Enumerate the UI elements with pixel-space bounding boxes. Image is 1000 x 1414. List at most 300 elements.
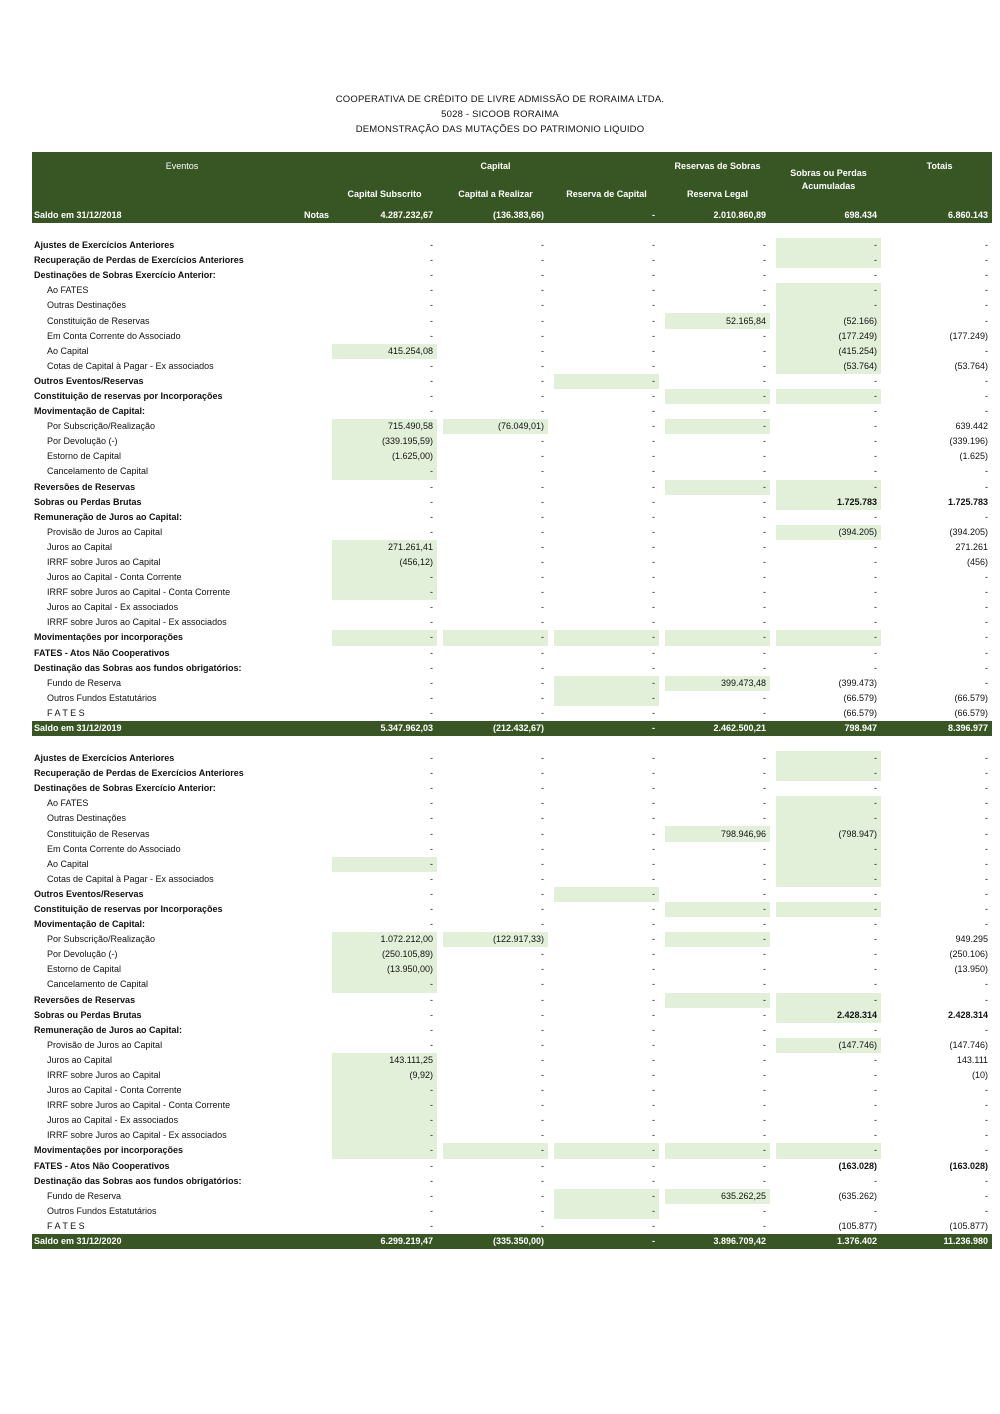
saldo-value: (335.350,00) xyxy=(443,1234,548,1249)
row-label: Constituição de Reservas xyxy=(47,315,150,326)
row-value: - xyxy=(763,858,767,869)
row-value: - xyxy=(652,979,656,990)
table-row xyxy=(32,811,992,826)
row-value: - xyxy=(541,1024,544,1035)
row-value: - xyxy=(763,270,767,281)
row-value: - xyxy=(541,1085,544,1096)
row-label: Reversões de Reservas xyxy=(34,481,136,492)
row-label: Fundo de Reserva xyxy=(47,677,122,688)
row-value: - xyxy=(430,662,433,673)
row-value: - xyxy=(652,843,656,854)
row-value: 635.262,25 xyxy=(665,1189,770,1204)
row-value: - xyxy=(541,541,544,552)
table-row xyxy=(32,1174,992,1189)
row-value: - xyxy=(763,753,767,764)
row-value: - xyxy=(985,466,989,477)
row-value: - xyxy=(430,873,433,884)
row-value: - xyxy=(763,1054,767,1065)
saldo-row xyxy=(32,1234,992,1249)
table-row xyxy=(32,1113,992,1128)
header-eventos: Eventos xyxy=(32,152,332,180)
row-value: - xyxy=(541,919,544,930)
row-value: - xyxy=(874,617,878,628)
row-value: (66.579) xyxy=(843,707,878,718)
row-value: - xyxy=(554,676,659,691)
row-value: - xyxy=(332,1098,437,1113)
row-value: - xyxy=(763,1160,767,1171)
table-row xyxy=(32,298,992,313)
row-value: - xyxy=(541,1175,544,1186)
row-value: - xyxy=(763,436,767,447)
row-label: Movimentação de Capital: xyxy=(34,919,146,930)
row-value: - xyxy=(332,857,437,872)
table-row xyxy=(32,344,992,359)
row-value: - xyxy=(763,768,767,779)
row-label: Em Conta Corrente do Associado xyxy=(47,843,181,854)
row-value: - xyxy=(652,360,656,371)
row-value: - xyxy=(652,587,656,598)
row-value: - xyxy=(776,811,881,826)
row-label: Movimentações por incorporações xyxy=(34,1145,184,1156)
row-value: - xyxy=(652,496,656,507)
row-value: - xyxy=(652,1175,656,1186)
table-row xyxy=(32,630,992,645)
saldo-label: Saldo em 31/12/2019 xyxy=(32,721,300,736)
row-value: - xyxy=(763,888,767,899)
table-row xyxy=(32,1204,992,1219)
saldo-value: 6.299.219,47 xyxy=(332,1234,437,1249)
table-row xyxy=(32,419,992,434)
row-value: (635.262) xyxy=(838,1190,878,1201)
header-capital: Capital xyxy=(332,152,659,180)
row-value: - xyxy=(430,647,433,658)
table-row xyxy=(32,1068,992,1083)
row-label: Por Devolução (-) xyxy=(47,949,118,960)
table-row xyxy=(32,268,992,283)
row-value: 271.261,41 xyxy=(332,540,437,555)
row-value: - xyxy=(652,390,656,401)
row-value: - xyxy=(874,783,878,794)
row-value: - xyxy=(430,511,433,522)
row-label: Constituição de reservas por Incorporações xyxy=(34,390,223,401)
row-value: - xyxy=(652,436,656,447)
saldo-label: Saldo em 31/12/2018 xyxy=(32,208,300,223)
row-value: 2.428.314 xyxy=(776,1008,881,1023)
row-value: - xyxy=(652,662,656,673)
row-value: - xyxy=(985,677,989,688)
row-value: - xyxy=(763,1039,767,1050)
saldo-value: 3.896.709,42 xyxy=(665,1234,770,1249)
row-label: Por Subscrição/Realização xyxy=(47,421,156,432)
row-value: - xyxy=(763,964,767,975)
table-row xyxy=(32,238,992,253)
row-value: - xyxy=(430,798,433,809)
row-value: - xyxy=(430,1009,433,1020)
row-value: - xyxy=(430,1190,433,1201)
row-value: 639.442 xyxy=(955,421,989,432)
row-value: - xyxy=(652,934,656,945)
table-row xyxy=(32,570,992,585)
row-value: (13.950,00) xyxy=(332,962,437,977)
row-value: - xyxy=(541,270,544,281)
row-value: (415.254) xyxy=(776,344,881,359)
row-value: - xyxy=(430,783,433,794)
row-label: Ao Capital xyxy=(47,345,89,356)
row-label: IRRF sobre Juros ao Capital xyxy=(47,1070,161,1081)
row-value: - xyxy=(652,1220,656,1231)
report-title: DEMONSTRAÇÃO DAS MUTAÇÕES DO PATRIMONIO LIQUIDO xyxy=(355,124,645,135)
row-value: - xyxy=(763,949,767,960)
row-value: - xyxy=(763,1130,767,1141)
row-label: F A T E S xyxy=(47,707,85,718)
row-value: - xyxy=(763,873,767,884)
row-value: - xyxy=(430,843,433,854)
saldo-row xyxy=(32,208,992,223)
saldo-value: 4.287.232,67 xyxy=(332,208,437,223)
row-label: Outras Destinações xyxy=(47,300,127,311)
row-value: - xyxy=(985,617,989,628)
row-value: - xyxy=(652,1009,656,1020)
row-value: - xyxy=(776,751,881,766)
row-value: - xyxy=(776,630,881,645)
spacer-row xyxy=(32,223,992,238)
header-reserva-legal: Reserva Legal xyxy=(665,180,770,208)
saldo-value: 798.947 xyxy=(776,721,881,736)
row-value: (105.877) xyxy=(838,1220,878,1231)
row-label: Constituição de reservas por Incorporações xyxy=(34,903,223,914)
row-value: - xyxy=(763,345,767,356)
row-value: - xyxy=(763,843,767,854)
row-value: - xyxy=(541,1130,544,1141)
row-value: - xyxy=(430,360,433,371)
row-value: - xyxy=(874,541,878,552)
row-value: - xyxy=(652,1115,656,1126)
row-value: - xyxy=(541,300,544,311)
row-value: - xyxy=(652,813,656,824)
row-value: - xyxy=(541,964,544,975)
row-label: Reversões de Reservas xyxy=(34,994,136,1005)
saldo-value: 2.462.500,21 xyxy=(665,721,770,736)
row-value: - xyxy=(763,979,767,990)
row-label: Movimentações por incorporações xyxy=(34,632,184,643)
row-value: - xyxy=(763,707,767,718)
notas-label xyxy=(300,1234,332,1249)
row-value: - xyxy=(430,1220,433,1231)
row-value: - xyxy=(665,902,770,917)
row-value: - xyxy=(332,1083,437,1098)
row-value: - xyxy=(763,557,767,568)
row-value: - xyxy=(554,1143,659,1158)
row-value: - xyxy=(541,481,544,492)
row-label: Cancelamento de Capital xyxy=(47,979,149,990)
table-row xyxy=(32,872,992,887)
table-row xyxy=(32,434,992,449)
row-value: - xyxy=(430,390,433,401)
table-row xyxy=(32,691,992,706)
row-value: - xyxy=(665,389,770,404)
row-value: - xyxy=(985,903,989,914)
row-value: (53.764) xyxy=(954,360,989,371)
row-value: - xyxy=(985,873,989,884)
row-value: - xyxy=(874,888,878,899)
row-value: - xyxy=(763,360,767,371)
row-label: Destinação das Sobras aos fundos obrigatórios: xyxy=(34,662,242,673)
row-value: - xyxy=(985,888,989,899)
row-value: - xyxy=(985,994,989,1005)
row-label: Ao FATES xyxy=(47,798,89,809)
row-value: - xyxy=(541,375,544,386)
row-label: Cancelamento de Capital xyxy=(47,466,149,477)
saldo-value: 11.236.980 xyxy=(887,1234,992,1249)
row-label: Outros Fundos Estatutários xyxy=(47,692,157,703)
header-reserva-capital: Reserva de Capital xyxy=(554,180,659,208)
row-value: - xyxy=(985,587,989,598)
table-row xyxy=(32,676,992,691)
row-label: Destinações de Sobras Exercício Anterior: xyxy=(34,783,216,794)
table-row xyxy=(32,646,992,661)
row-value: - xyxy=(776,872,881,887)
table-row xyxy=(32,253,992,268)
saldo-value: - xyxy=(554,721,659,736)
company-code: 5028 - SICOOB RORAIMA xyxy=(441,109,559,120)
row-value: - xyxy=(541,330,544,341)
row-value: - xyxy=(541,798,544,809)
row-value: - xyxy=(541,903,544,914)
table-row xyxy=(32,962,992,977)
row-value: - xyxy=(430,888,433,899)
row-value: - xyxy=(652,798,656,809)
row-value: - xyxy=(652,1039,656,1050)
row-label: Remuneração de Juros ao Capital: xyxy=(34,1024,183,1035)
row-value: - xyxy=(652,858,656,869)
row-value: - xyxy=(763,330,767,341)
row-value: - xyxy=(874,1175,878,1186)
row-value: - xyxy=(874,451,878,462)
row-value: - xyxy=(763,240,767,251)
row-value: - xyxy=(652,300,656,311)
row-value: - xyxy=(541,662,544,673)
row-value: (66.579) xyxy=(843,692,878,703)
table-row xyxy=(32,540,992,555)
row-value: (122.917,33) xyxy=(443,932,548,947)
row-value: - xyxy=(776,253,881,268)
row-value: - xyxy=(652,1100,656,1111)
row-value: - xyxy=(652,330,656,341)
row-value: - xyxy=(541,360,544,371)
row-value: - xyxy=(541,602,544,613)
row-value: - xyxy=(541,557,544,568)
saldo-value: - xyxy=(554,208,659,223)
row-value: - xyxy=(874,1070,878,1081)
row-value: - xyxy=(541,979,544,990)
row-value: - xyxy=(763,496,767,507)
row-value: - xyxy=(652,345,656,356)
row-value: - xyxy=(652,949,656,960)
row-value: - xyxy=(430,1175,433,1186)
row-value: (177.249) xyxy=(776,329,881,344)
row-value: - xyxy=(763,662,767,673)
company-name: COOPERATIVA DE CRÉDITO DE LIVRE ADMISSÃO DE RORAIMA LTDA. xyxy=(335,94,665,105)
row-value: 1.072.212,00 xyxy=(332,932,437,947)
row-value: - xyxy=(985,1024,989,1035)
saldo-row xyxy=(32,721,992,736)
row-value: - xyxy=(652,421,656,432)
row-value: (66.579) xyxy=(954,707,989,718)
row-value: - xyxy=(430,255,433,266)
header-reservas-sobras: Reservas de Sobras xyxy=(665,152,770,180)
row-value: - xyxy=(430,707,433,718)
row-value: - xyxy=(776,238,881,253)
row-value: (394.205) xyxy=(949,526,989,537)
notas-label xyxy=(300,721,332,736)
row-value: - xyxy=(430,1160,433,1171)
row-value: - xyxy=(985,979,989,990)
spacer-row xyxy=(32,736,992,751)
row-label: IRRF sobre Juros ao Capital xyxy=(47,557,161,568)
row-value: (798.947) xyxy=(776,826,881,841)
table-row xyxy=(32,464,992,479)
row-value: - xyxy=(985,1205,989,1216)
row-value: - xyxy=(985,511,989,522)
row-label: Ao FATES xyxy=(47,285,89,296)
row-value: (53.764) xyxy=(776,359,881,374)
row-label: Remuneração de Juros ao Capital: xyxy=(34,511,183,522)
row-value: - xyxy=(541,707,544,718)
table-row xyxy=(32,374,992,389)
row-value: - xyxy=(332,1128,437,1143)
row-value: - xyxy=(985,858,989,869)
row-value: - xyxy=(985,1175,989,1186)
row-value: - xyxy=(874,557,878,568)
row-value: - xyxy=(985,315,989,326)
row-value: - xyxy=(554,1204,659,1219)
row-value: - xyxy=(541,436,544,447)
row-value: - xyxy=(430,496,433,507)
row-label: Juros ao Capital - Ex associados xyxy=(47,1115,179,1126)
row-label: Recuperação de Perdas de Exercícios Anteriores xyxy=(34,255,244,266)
row-value: - xyxy=(541,1100,544,1111)
row-value: - xyxy=(652,557,656,568)
row-value: - xyxy=(763,919,767,930)
row-value: - xyxy=(430,813,433,824)
table-row xyxy=(32,842,992,857)
row-value: - xyxy=(652,1024,656,1035)
row-value: - xyxy=(985,647,989,658)
row-value: - xyxy=(763,1070,767,1081)
saldo-value: 698.434 xyxy=(776,208,881,223)
row-label: Sobras ou Perdas Brutas xyxy=(34,1009,142,1020)
saldo-value: (212.432,67) xyxy=(443,721,548,736)
report-header xyxy=(0,92,1000,137)
row-value: (13.950) xyxy=(954,964,989,975)
table-row xyxy=(32,1098,992,1113)
row-label: Recuperação de Perdas de Exercícios Anteriores xyxy=(34,768,244,779)
table-row xyxy=(32,826,992,841)
table-row xyxy=(32,449,992,464)
row-value: - xyxy=(874,1054,878,1065)
row-value: - xyxy=(541,406,544,417)
table-row xyxy=(32,977,992,992)
table-row xyxy=(32,404,992,419)
row-value: - xyxy=(776,857,881,872)
row-value: - xyxy=(652,1054,656,1065)
row-value: - xyxy=(874,1130,878,1141)
table-row xyxy=(32,283,992,298)
row-value: (66.579) xyxy=(954,692,989,703)
saldo-value: (136.383,66) xyxy=(443,208,548,223)
saldo-value: 2.010.860,89 xyxy=(665,208,770,223)
saldo-value: 6.860.143 xyxy=(887,208,992,223)
row-value: 949.295 xyxy=(955,934,989,945)
row-value: (456) xyxy=(967,557,989,568)
row-value: - xyxy=(985,768,989,779)
row-value: - xyxy=(430,481,433,492)
row-value: - xyxy=(652,240,656,251)
table-row xyxy=(32,495,992,510)
row-value: - xyxy=(430,526,433,537)
row-value: - xyxy=(763,1115,767,1126)
row-value: - xyxy=(763,572,767,583)
row-value: (399.473) xyxy=(838,677,878,688)
row-value: - xyxy=(430,1205,433,1216)
row-label: IRRF sobre Juros ao Capital - Conta Corrente xyxy=(47,587,231,598)
row-value: - xyxy=(776,766,881,781)
row-value: - xyxy=(541,994,544,1005)
row-value: (163.028) xyxy=(838,1160,878,1171)
table-row xyxy=(32,1083,992,1098)
row-value: - xyxy=(985,1190,989,1201)
row-value: - xyxy=(541,1220,544,1231)
row-value: - xyxy=(332,630,437,645)
row-value: - xyxy=(541,496,544,507)
row-value: 1.725.783 xyxy=(776,495,881,510)
row-value: - xyxy=(985,602,989,613)
table-row xyxy=(32,525,992,540)
row-value: - xyxy=(430,330,433,341)
row-value: - xyxy=(541,255,544,266)
table-row xyxy=(32,555,992,570)
table-row xyxy=(32,1219,992,1234)
row-value: - xyxy=(874,1205,878,1216)
row-value: - xyxy=(541,783,544,794)
row-value: - xyxy=(776,842,881,857)
saldo-value: 8.396.977 xyxy=(887,721,992,736)
row-value: - xyxy=(874,421,878,432)
table-row xyxy=(32,661,992,676)
row-value: - xyxy=(776,993,881,1008)
row-value: - xyxy=(985,285,989,296)
row-value: - xyxy=(776,298,881,313)
row-value: - xyxy=(541,526,544,537)
row-value: - xyxy=(430,677,433,688)
row-value: - xyxy=(541,1009,544,1020)
row-value: - xyxy=(652,1160,656,1171)
row-value: (177.249) xyxy=(949,330,989,341)
header-capital-realizar: Capital a Realizar xyxy=(443,180,548,208)
row-value: - xyxy=(430,1024,433,1035)
row-value: - xyxy=(874,436,878,447)
row-value: 415.254,08 xyxy=(332,344,437,359)
row-value: - xyxy=(554,630,659,645)
row-value: - xyxy=(541,285,544,296)
table-row xyxy=(32,615,992,630)
row-value: - xyxy=(554,887,659,902)
row-value: - xyxy=(541,572,544,583)
saldo-value: - xyxy=(554,1234,659,1249)
table-row xyxy=(32,993,992,1008)
row-value: - xyxy=(985,828,989,839)
row-value: - xyxy=(541,511,544,522)
